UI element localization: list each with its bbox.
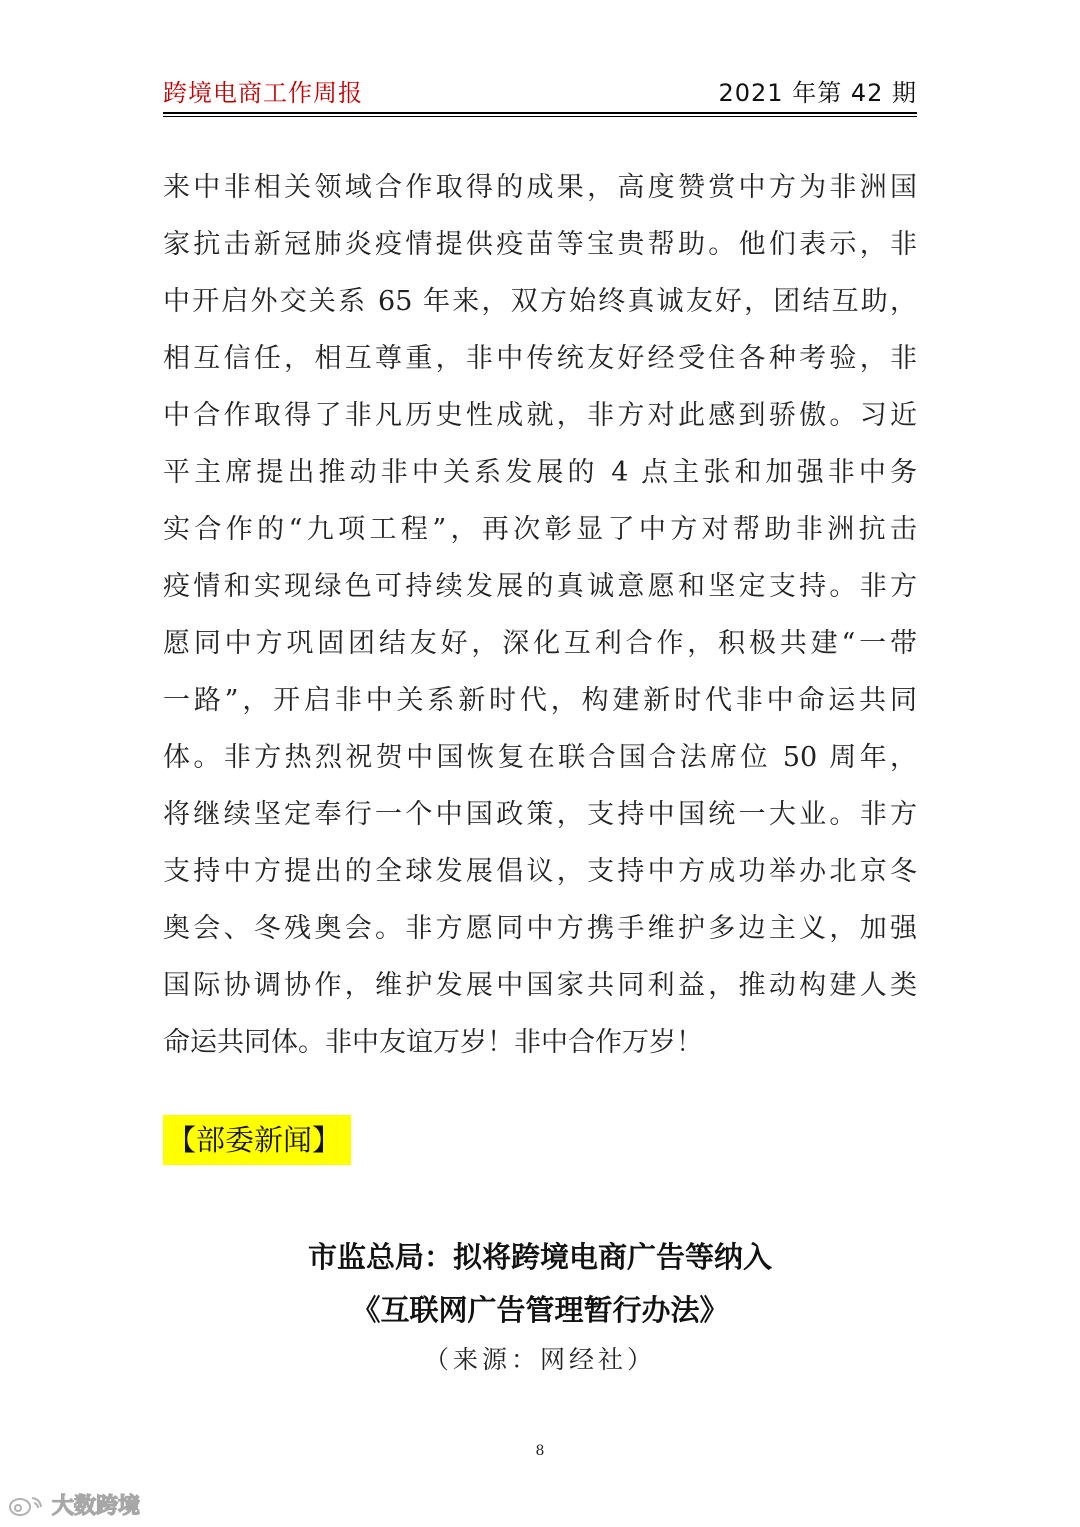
weibo-style-logo-icon (8, 1492, 50, 1518)
page-header (163, 78, 917, 114)
body-line: 一路”，开启非中关系新时代，构建新时代非中命运共同 (163, 685, 917, 716)
body-line: 实合作的“九项工程”，再次彰显了中方对帮助非洲抗击 (163, 514, 917, 545)
article-body (163, 159, 917, 1071)
body-line: 中合作取得了非凡历史性成就，非方对此感到骄傲。习近 (163, 400, 917, 431)
body-line: 奥会、冬残奥会。非方愿同中方携手维护多边主义，加强 (163, 913, 917, 944)
body-line: 来中非相关领域合作取得的成果，高度赞赏中方为非洲国 (163, 172, 917, 203)
watermark-label: 大数跨境 (52, 1494, 141, 1519)
body-line: 平主席提出推动非中关系发展的 4 点主张和加强非中务 (163, 457, 917, 488)
body-line: 愿同中方巩固团结友好，深化互利合作，积极共建“一带 (163, 628, 917, 659)
article-title-line-2: 《互联网广告管理暂行办法》 (351, 1293, 729, 1327)
article-source: （来源：网经社） (423, 1345, 656, 1374)
publication-name: 跨境电商工作周报 (163, 79, 363, 107)
body-line: 中开启外交关系 65 年来，双方始终真诚友好，团结互助， (163, 286, 917, 317)
body-line-last: 命运共同体。非中友谊万岁！非中合作万岁！ (163, 1027, 703, 1058)
body-line: 国际协调协作，维护发展中国家共同利益，推动构建人类 (163, 970, 917, 1001)
body-line: 体。非方热烈祝贺中国恢复在联合国合法席位 50 周年， (163, 742, 917, 773)
article-title-line-1: 市监总局：拟将跨境电商广告等纳入 (307, 1240, 772, 1274)
header-divider (163, 116, 917, 117)
watermark-text (50, 1490, 160, 1520)
body-line: 将继续坚定奉行一个中国政策，支持中国统一大业。非方 (163, 799, 917, 830)
watermark (8, 1490, 160, 1520)
issue-number: 2021 年第 42 期 (718, 79, 917, 107)
section-tag: 【部委新闻】 (163, 1115, 351, 1165)
body-line: 疫情和实现绿色可持续发展的真诚意愿和坚定支持。非方 (163, 571, 917, 602)
body-line: 家抗击新冠肺炎疫情提供疫苗等宝贵帮助。他们表示，非 (163, 229, 917, 260)
page-number: 8 (535, 1443, 545, 1459)
body-line: 相互信任，相互尊重，非中传统友好经受住各种考验，非 (163, 343, 917, 374)
body-line: 支持中方提出的全球发展倡议，支持中方成功举办北京冬 (163, 856, 917, 887)
